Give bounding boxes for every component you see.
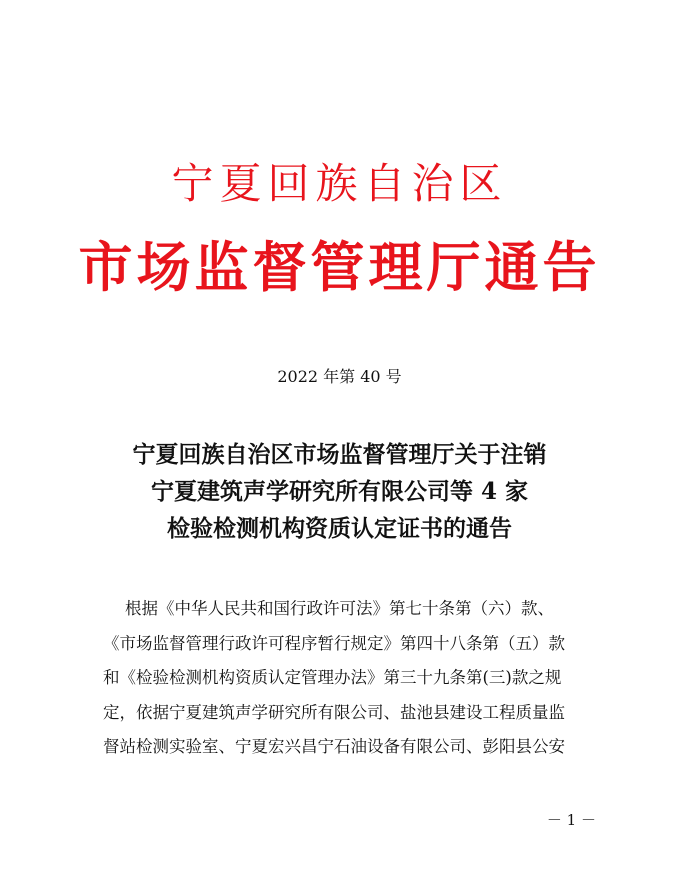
body-line: 督站检测实验室、宁夏宏兴昌宁石油设备有限公司、彭阳县公安: [103, 737, 565, 756]
issuer-name: 宁夏回族自治区: [171, 159, 508, 208]
title-line: 检验检测机构资质认定证书的通告: [167, 515, 512, 542]
body-line: 《市场监督管理行政许可程序暂行规定》第四十八条第（五）款: [103, 633, 565, 653]
body-line: 定，依据宁夏建筑声学研究所有限公司、盐池县建设工程质量监: [103, 702, 565, 722]
notice-heading: 市场监督管理厅通告: [78, 235, 601, 299]
title-line: 宁夏回族自治区市场监督管理厅关于注销: [132, 441, 547, 468]
body-line: 根据《中华人民共和国行政许可法》第七十条第（六）款、: [125, 599, 554, 618]
title-line: 宁夏建筑声学研究所有限公司等 4 家: [150, 478, 529, 505]
document-number: 2022 年第 40 号: [277, 367, 402, 386]
page-number: － 1 －: [546, 811, 596, 829]
document-title: [0, 436, 679, 547]
body-line: 和《检验检测机构资质认定管理办法》第三十九条第(三)款之规: [103, 668, 562, 687]
body-paragraph: [103, 592, 603, 765]
